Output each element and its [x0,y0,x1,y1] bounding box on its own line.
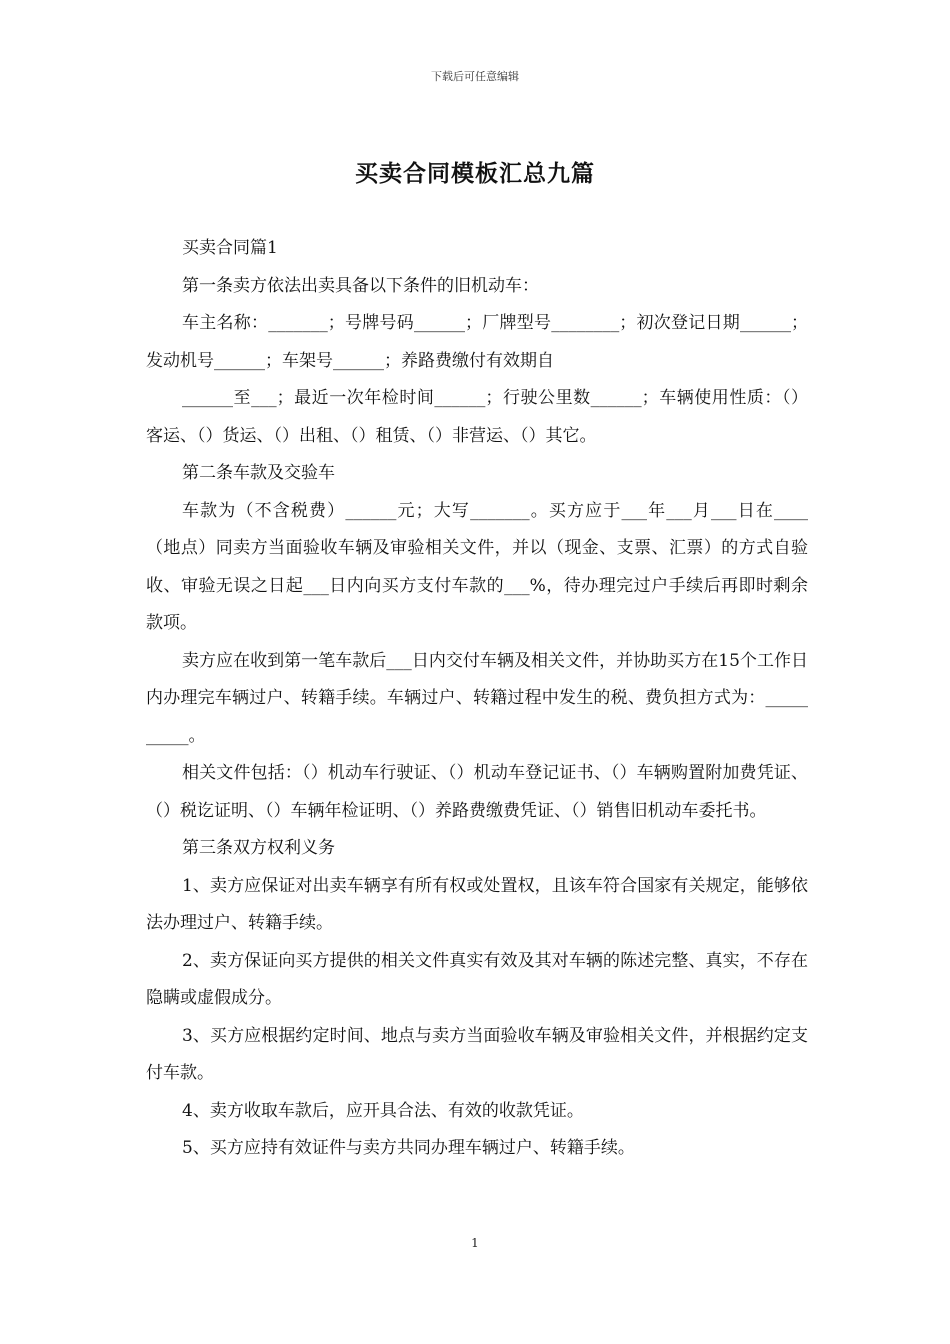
paragraph: 4、卖方收取车款后，应开具合法、有效的收款凭证。 [182,1100,584,1121]
document-body [146,230,808,1168]
section-heading: 买卖合同篇1 [182,238,278,258]
header-note: 下载后可任意编辑 [431,70,519,83]
paragraph: 1、卖方应保证对出卖车辆享有所有权或处置权，且该车符合国家有关规定，能够依法办理过户、转籍手续。 [146,875,808,933]
paragraph: ______至___；最近一次年检时间______；行驶公里数______；车辆使用性质：（）客运、（）货运、（）出租、（）租赁、（）非营运、（）其它。 [146,388,808,446]
paragraph: 5、买方应持有效证件与卖方共同办理车辆过户、转籍手续。 [182,1138,635,1158]
paragraph: 第二条车款及交验车 [182,463,335,483]
paragraph: 车款为（不含税费）______元；大写_______。买方应于___年___月___日在____（地点）同卖方当面验收车辆及审验相关文件，并以（现金、支票、汇票）的方式自验收、审验无误之日起___日内向买方支付车款的___%，待办理完过户手续后再即时剩余款项。 [146,500,808,633]
paragraph: 卖方应在收到第一笔车款后___日内交付车辆及相关文件，并协助买方在15个工作日内办理完车辆过户、转籍手续。车辆过户、转籍过程中发生的税、费负担方式为：__________。 [146,650,808,746]
paragraph: 第三条双方权利义务 [182,838,335,858]
paragraph: 2、卖方保证向买方提供的相关文件真实有效及其对车辆的陈述完整、真实，不存在隐瞒或虚假成分。 [146,950,808,1008]
page-number: 1 [471,1236,479,1250]
paragraph: 3、买方应根据约定时间、地点与卖方当面验收车辆及审验相关文件，并根据约定支付车款。 [146,1025,808,1083]
paragraph: 车主名称：_______；号牌号码______；厂牌型号________；初次登记日期______；发动机号______；车架号______；养路费缴付有效期自 [146,313,808,371]
paragraph: 第一条卖方依法出卖具备以下条件的旧机动车： [182,275,539,296]
document-title: 买卖合同模板汇总九篇 [355,160,595,187]
paragraph: 相关文件包括：（）机动车行驶证、（）机动车登记证书、（）车辆购置附加费凭证、（）税讫证明、（）车辆年检证明、（）养路费缴费凭证、（）销售旧机动车委托书。 [146,763,808,821]
